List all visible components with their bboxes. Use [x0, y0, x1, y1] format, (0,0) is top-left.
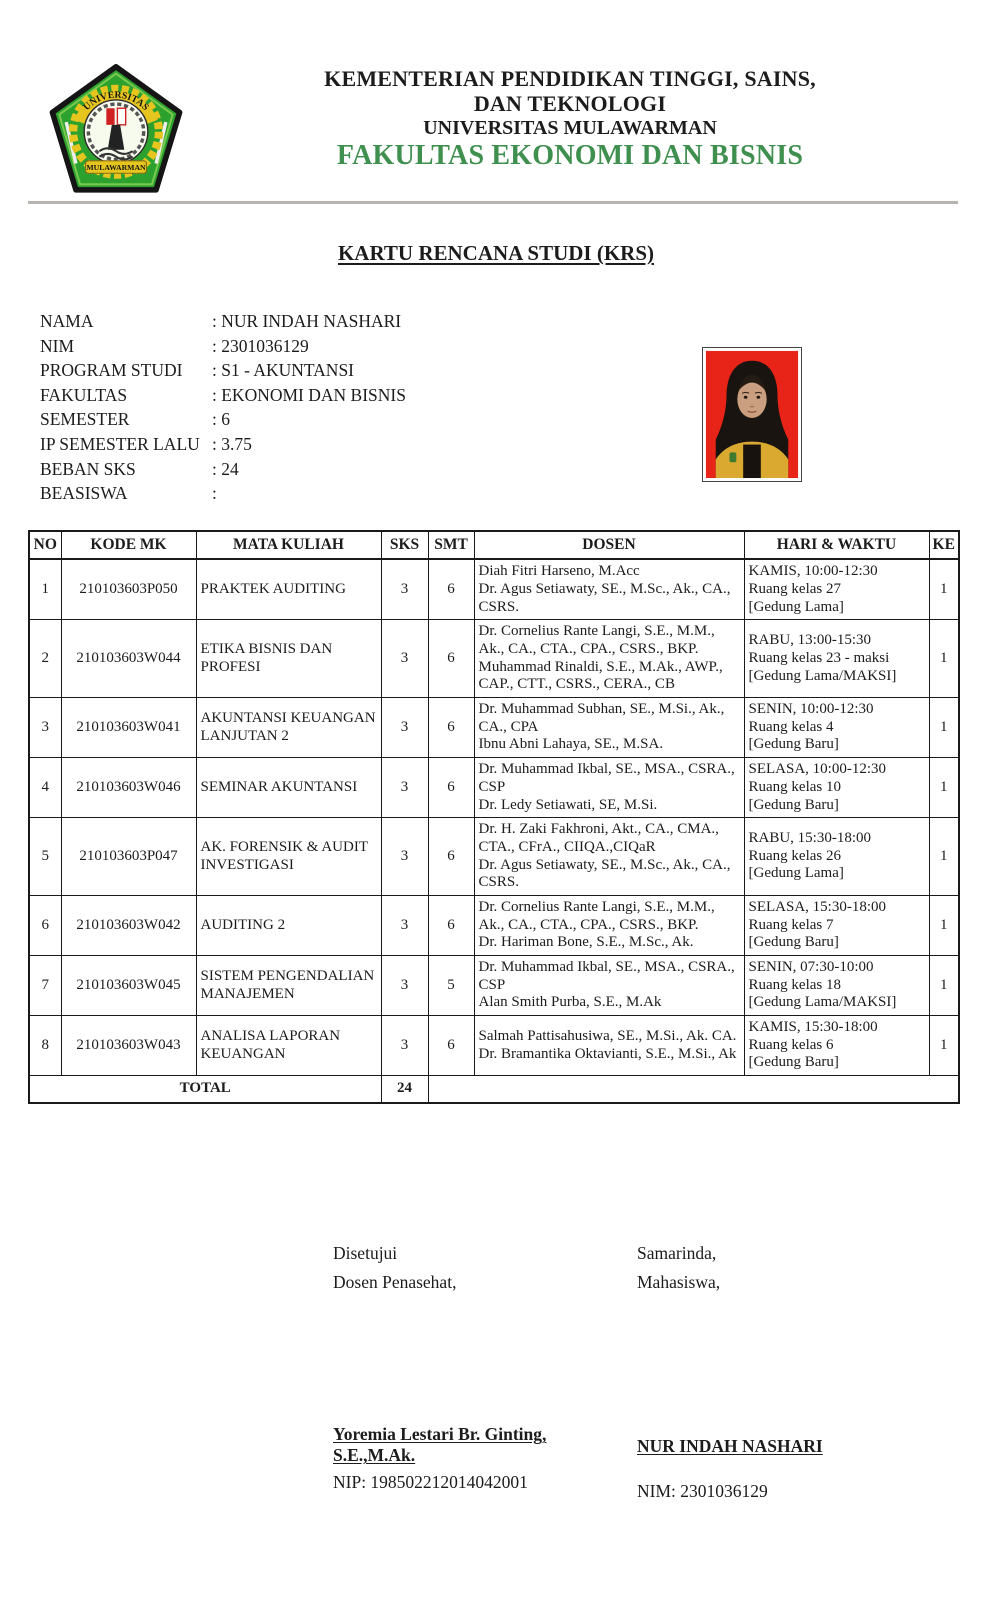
- column-header: SMT: [428, 531, 474, 559]
- krs-table-header-row: [29, 531, 959, 559]
- column-header: DOSEN: [474, 531, 744, 559]
- student-info-row: [40, 358, 406, 383]
- approval-label: Disetujui: [333, 1243, 398, 1263]
- student-info-row: [40, 481, 406, 506]
- student-info-row: [40, 407, 406, 432]
- cell-sks: 3: [381, 818, 428, 896]
- cell-dosen: [474, 559, 744, 620]
- advisor-name: Yoremia Lestari Br. Ginting, S.E.,M.Ak.: [333, 1424, 547, 1465]
- hari-waktu-line: Ruang kelas 4: [748, 718, 834, 735]
- student-role-label: Mahasiswa,: [637, 1272, 721, 1292]
- cell-hari-waktu: [744, 956, 929, 1016]
- cell-dosen: [474, 698, 744, 758]
- cell-hari-waktu: [744, 895, 929, 955]
- total-sks-value: 24: [381, 1076, 428, 1104]
- cell-ke: 1: [929, 818, 959, 896]
- cell-no: 1: [29, 559, 61, 620]
- student-info-value: : 24: [212, 458, 239, 479]
- krs-table-body: [29, 559, 959, 1075]
- dosen-name: Dr. Cornelius Rante Langi, S.E., M.M., Ak., CA., CTA., CPA., CSRS., BKP.: [478, 898, 715, 933]
- hari-waktu-line: [Gedung Lama]: [748, 598, 844, 615]
- cell-ke: 1: [929, 698, 959, 758]
- logo-emblem-red-left: [106, 108, 114, 125]
- dosen-name: Ibnu Abni Lahaya, SE., M.SA.: [478, 736, 664, 753]
- student-info-label: BEBAN SKS: [40, 458, 136, 479]
- hari-waktu-line: SELASA, 10:00-12:30: [748, 761, 887, 778]
- advisor-nip: NIP: 198502212014042001: [333, 1472, 528, 1492]
- cell-sks: 3: [381, 620, 428, 698]
- cell-smt: 6: [428, 559, 474, 620]
- hari-waktu-line: SELASA, 15:30-18:00: [748, 898, 887, 915]
- student-info-value: : NUR INDAH NASHARI: [212, 311, 402, 331]
- student-info-block: [40, 309, 406, 506]
- photo-inner-scarf: [743, 445, 761, 481]
- dosen-name: Dr. Muhammad Subhan, SE., M.Si., Ak., CA., CPA: [478, 701, 725, 735]
- student-info-label: PROGRAM STUDI: [40, 360, 183, 381]
- advisor-role-label: Dosen Penasehat,: [333, 1272, 457, 1292]
- ministry-name-line1: KEMENTERIAN PENDIDIKAN TINGGI, SAINS,: [324, 66, 816, 91]
- course-row: [29, 698, 959, 758]
- student-info-label: FAKULTAS: [40, 384, 128, 405]
- hari-waktu-line: Ruang kelas 27: [748, 580, 841, 597]
- cell-mata-kuliah: SEMINAR AKUNTANSI: [196, 758, 381, 818]
- cell-ke: 1: [929, 956, 959, 1016]
- hari-waktu-line: Ruang kelas 23 - maksi: [748, 649, 890, 666]
- student-info-value: :: [212, 483, 217, 504]
- dosen-name: Dr. Muhammad Ikbal, SE., MSA., CSRA., CSP: [478, 959, 735, 993]
- cell-mata-kuliah: ETIKA BISNIS DAN PROFESI: [196, 620, 381, 698]
- cell-hari-waktu: [744, 758, 929, 818]
- cell-sks: 3: [381, 559, 428, 620]
- student-info-row: [40, 457, 406, 482]
- student-info-row: [40, 309, 406, 334]
- cell-smt: 5: [428, 956, 474, 1016]
- column-header: KE: [929, 531, 959, 559]
- course-row: [29, 818, 959, 896]
- course-row: [29, 620, 959, 698]
- course-row: [29, 758, 959, 818]
- hari-waktu-line: SENIN, 10:00-12:30: [748, 701, 874, 718]
- cell-no: 8: [29, 1016, 61, 1076]
- cell-kode-mk: 210103603W044: [61, 620, 196, 698]
- cell-smt: 6: [428, 1016, 474, 1076]
- cell-kode-mk: 210103603W045: [61, 956, 196, 1016]
- dosen-name: Dr. Muhammad Ikbal, SE., MSA., CSRA., CSP: [478, 761, 735, 795]
- hari-waktu-line: [Gedung Lama/MAKSI]: [748, 994, 897, 1011]
- dosen-name: Dr. Cornelius Rante Langi, S.E., M.M., Ak., CA., CTA., CPA., CSRS., BKP.: [478, 623, 715, 658]
- cell-sks: 3: [381, 1016, 428, 1076]
- column-header: NO: [29, 531, 61, 559]
- hari-waktu-line: KAMIS, 10:00-12:30: [748, 563, 878, 580]
- column-header: MATA KULIAH: [196, 531, 381, 559]
- cell-ke: 1: [929, 758, 959, 818]
- cell-mata-kuliah: AKUNTANSI KEUANGAN LANJUTAN 2: [196, 698, 381, 758]
- student-info-label: IP SEMESTER LALU: [40, 433, 200, 454]
- cell-smt: 6: [428, 698, 474, 758]
- column-header: KODE MK: [61, 531, 196, 559]
- dosen-name: Dr. H. Zaki Fakhroni, Akt., CA., CMA., CTA., CFrA., CIIQA.,CIQaR: [478, 821, 719, 855]
- cell-dosen: [474, 956, 744, 1016]
- cell-dosen: [474, 818, 744, 896]
- cell-hari-waktu: [744, 559, 929, 620]
- cell-mata-kuliah: AUDITING 2: [196, 895, 381, 955]
- cell-kode-mk: 210103603P050: [61, 559, 196, 620]
- cell-mata-kuliah: AK. FORENSIK & AUDIT INVESTIGASI: [196, 818, 381, 896]
- dosen-name: Muhammad Rinaldi, S.E., M.Ak., AWP., CAP., CTT., CSRS., CERA., CB: [478, 658, 723, 693]
- dosen-name: Diah Fitri Harseno, M.Acc: [478, 563, 640, 580]
- cell-no: 4: [29, 758, 61, 818]
- cell-ke: 1: [929, 559, 959, 620]
- ministry-name-line2: DAN TEKNOLOGI: [473, 91, 667, 116]
- dosen-name: Dr. Agus Setiawaty, SE., M.Sc., Ak., CA., CSRS.: [478, 856, 731, 891]
- student-photo: [702, 347, 802, 482]
- hari-waktu-line: Ruang kelas 7: [748, 916, 834, 933]
- cell-hari-waktu: [744, 698, 929, 758]
- cell-dosen: [474, 620, 744, 698]
- cell-kode-mk: 210103603W043: [61, 1016, 196, 1076]
- student-info-label: SEMESTER: [40, 409, 130, 430]
- hari-waktu-line: KAMIS, 15:30-18:00: [748, 1019, 878, 1036]
- hari-waktu-line: Ruang kelas 6: [748, 1036, 834, 1053]
- cell-no: 2: [29, 620, 61, 698]
- cell-sks: 3: [381, 895, 428, 955]
- hari-waktu-line: [Gedung Baru]: [748, 796, 839, 813]
- hari-waktu-line: Ruang kelas 26: [748, 847, 841, 864]
- cell-kode-mk: 210103603W046: [61, 758, 196, 818]
- cell-hari-waktu: [744, 818, 929, 896]
- student-info-value: : EKONOMI DAN BISNIS: [212, 384, 406, 405]
- student-info-row: [40, 383, 406, 408]
- hari-waktu-line: [Gedung Baru]: [748, 736, 839, 753]
- course-row: [29, 559, 959, 620]
- cell-no: 3: [29, 698, 61, 758]
- dosen-name: Dr. Bramantika Oktavianti, S.E., M.Si., Ak: [478, 1045, 737, 1062]
- cell-mata-kuliah: SISTEM PENGENDALIAN MANAJEMEN: [196, 956, 381, 1016]
- cell-dosen: [474, 758, 744, 818]
- university-name: UNIVERSITAS MULAWARMAN: [423, 117, 717, 139]
- hari-waktu-line: [Gedung Baru]: [748, 1054, 839, 1071]
- logo-top-banner-text: UNIVERSITAS: [81, 89, 151, 113]
- cell-dosen: [474, 895, 744, 955]
- cell-dosen: [474, 1016, 744, 1076]
- student-signature-name: NUR INDAH NASHARI: [637, 1436, 823, 1456]
- dosen-name: Salmah Pattisahusiwa, SE., M.Si., Ak. CA.: [478, 1027, 737, 1044]
- city-label: Samarinda,: [637, 1243, 717, 1263]
- hari-waktu-line: SENIN, 07:30-10:00: [748, 959, 874, 976]
- krs-table: [28, 530, 960, 1104]
- logo-emblem-white-right: [117, 108, 125, 125]
- cell-smt: 6: [428, 758, 474, 818]
- cell-sks: 3: [381, 698, 428, 758]
- student-info-value: : S1 - AKUNTANSI: [212, 360, 355, 381]
- cell-kode-mk: 210103603W041: [61, 698, 196, 758]
- cell-kode-mk: 210103603P047: [61, 818, 196, 896]
- course-row: [29, 895, 959, 955]
- hari-waktu-line: RABU, 13:00-15:30: [748, 632, 872, 649]
- cell-smt: 6: [428, 895, 474, 955]
- cell-no: 5: [29, 818, 61, 896]
- student-info-value: : 3.75: [212, 433, 252, 454]
- total-label: TOTAL: [29, 1076, 381, 1104]
- cell-mata-kuliah: ANALISA LAPORAN KEUANGAN: [196, 1016, 381, 1076]
- dosen-name: Dr. Ledy Setiawati, SE, M.Si.: [478, 796, 658, 813]
- photo-lanyard-pin: [729, 452, 736, 462]
- student-info-value: : 6: [212, 409, 230, 430]
- cell-sks: 3: [381, 758, 428, 818]
- hari-waktu-line: [Gedung Lama]: [748, 865, 844, 882]
- university-logo-mulawarman: [46, 64, 186, 194]
- hari-waktu-line: Ruang kelas 18: [748, 976, 841, 993]
- column-header: HARI & WAKTU: [744, 531, 929, 559]
- hari-waktu-line: RABU, 15:30-18:00: [748, 830, 872, 847]
- cell-no: 6: [29, 895, 61, 955]
- student-nim-line: NIM: 2301036129: [637, 1481, 768, 1501]
- faculty-name: FAKULTAS EKONOMI DAN BISNIS: [336, 140, 804, 171]
- student-info-label: BEASISWA: [40, 483, 128, 504]
- logo-bottom-banner-text: MULAWARMAN: [86, 163, 146, 173]
- hari-waktu-line: [Gedung Lama/MAKSI]: [748, 667, 897, 684]
- cell-smt: 6: [428, 620, 474, 698]
- cell-mata-kuliah: PRAKTEK AUDITING: [196, 559, 381, 620]
- dosen-name: Alan Smith Purba, S.E., M.Ak: [478, 994, 662, 1011]
- dosen-name: Dr. Agus Setiawaty, SE., M.Sc., Ak., CA., CSRS.: [478, 580, 731, 615]
- total-empty-cell: [428, 1076, 959, 1104]
- cell-hari-waktu: [744, 1016, 929, 1076]
- cell-hari-waktu: [744, 620, 929, 698]
- header-divider: [28, 201, 958, 204]
- course-row: [29, 1016, 959, 1076]
- cell-ke: 1: [929, 620, 959, 698]
- dosen-name: Dr. Hariman Bone, S.E., M.Sc., Ak.: [478, 934, 694, 951]
- hari-waktu-line: [Gedung Baru]: [748, 934, 839, 951]
- photo-eye-left: [744, 396, 748, 399]
- student-info-row: [40, 432, 406, 457]
- student-info-label: NAMA: [40, 311, 94, 331]
- student-info-value: : 2301036129: [212, 335, 309, 356]
- column-header: SKS: [381, 531, 428, 559]
- student-info-label: NIM: [40, 335, 75, 356]
- document-title: KARTU RENCANA STUDI (KRS): [337, 241, 655, 265]
- cell-smt: 6: [428, 818, 474, 896]
- cell-sks: 3: [381, 956, 428, 1016]
- cell-no: 7: [29, 956, 61, 1016]
- course-row: [29, 956, 959, 1016]
- cell-kode-mk: 210103603W042: [61, 895, 196, 955]
- photo-eye-right: [757, 396, 761, 399]
- cell-ke: 1: [929, 1016, 959, 1076]
- student-info-row: [40, 334, 406, 359]
- letterhead: [200, 66, 940, 171]
- cell-ke: 1: [929, 895, 959, 955]
- hari-waktu-line: Ruang kelas 10: [748, 778, 841, 795]
- total-row: [29, 1076, 959, 1104]
